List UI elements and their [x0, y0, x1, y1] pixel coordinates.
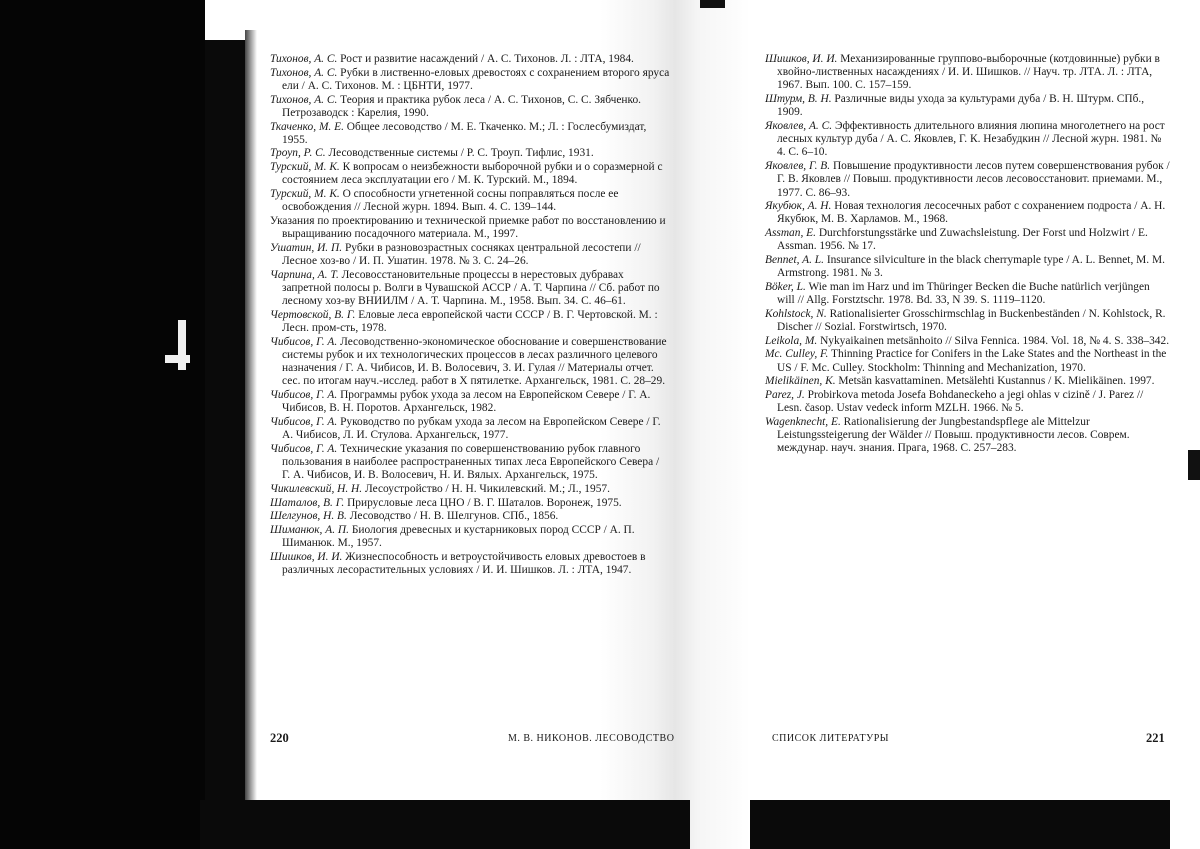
- entry-text: Рубки в лиственно-еловых древостоях с сохранением второго яруса ели / А. С. Тихонов. М. : ЦБНТИ, 1977.: [282, 66, 670, 92]
- entry-text: Rationalisierung der Jungbestandspflege ale Mittelzur Leistungssteigerung der Wälder // Повыш. продуктивности лесов. Соврем. междунар. науч. знания. Прага, 1968. С. 257–283.: [777, 415, 1130, 455]
- entry-text: Биология древесных и кустарниковых пород СССР / А. П. Шиманюк. М., 1957.: [282, 524, 635, 550]
- entry-text: Программы рубок ухода за лесом на Европейском Севере / Г. А. Чибисов, В. Н. Поротов. Архангельск, 1982.: [282, 389, 651, 415]
- bibliography-entry: [270, 67, 670, 93]
- right-running-head: СПИСОК ЛИТЕРАТУРЫ: [772, 733, 889, 744]
- bibliography-entry: [765, 93, 1170, 119]
- entry-text: Metsän kasvattaminen. Metsälehti Kustannus / K. Mielikäinen. 1997.: [838, 375, 1155, 388]
- entry-text: Новая технология лесосечных работ с сохранением подроста / А. Н. Якубюк, М. В. Харламов. М., 1968.: [777, 200, 1166, 226]
- entry-text: Probirkova metoda Josefa Bohdaneckeho a jegi ohlas v cizině / J. Parez // Lesn. časop. Ustav vedeck inform MZLH. 1966. № 5.: [777, 389, 1144, 415]
- entry-author: Яковлев, Г. В.: [765, 160, 831, 173]
- bibliography-entry: [765, 254, 1170, 280]
- entry-text: Rationalisierter Grosschirmschlag in Buckenbeständen / N. Kohlstock, R. Discher // Sozial. Forstwirtsch, 1970.: [777, 307, 1166, 334]
- entry-text: Лесоводственные системы / Р. С. Троуп. Тифлис, 1931.: [328, 147, 594, 160]
- entry-author: Чибисов, Г. А.: [270, 335, 338, 348]
- bibliography-entry: [270, 242, 670, 268]
- left-page-bibliography: [270, 53, 670, 578]
- entry-author: Mc. Culley, F.: [765, 348, 829, 361]
- entry-author: Böker, L.: [765, 280, 806, 293]
- entry-author: Турский, М. К.: [270, 161, 340, 174]
- entry-author: Шаталов, В. Г.: [270, 496, 345, 509]
- entry-author: Mielikäinen, K.: [765, 375, 836, 388]
- entry-text: Durchforstungsstärke und Zuwachsleistung. Der Forst und Holzwirt / E. Assman. 1956. № 17.: [777, 227, 1148, 253]
- entry-author: Bennet, A. L.: [765, 254, 824, 267]
- page-edge-mark-2: [165, 355, 190, 363]
- entry-text: Теория и практика рубок леса / А. С. Тихонов, С. С. Зябченко. Петрозаводск : Карелия, 1990.: [282, 93, 642, 119]
- entry-author: Ушатин, И. П.: [270, 241, 343, 254]
- entry-text: Лесовосстановительные процессы в нерестовых дубравах запретной полосы р. Волги в Чувашской АССР / А. Т. Чарпина // Сб. работ по лесному хоз-ву ВНИИЛМ / А. Т. Чарпина. М., 1958. Вып. 34. С. 46–61.: [282, 268, 660, 308]
- entry-author: Штурм, В. Н.: [765, 93, 832, 106]
- bibliography-entry: [270, 416, 670, 442]
- entry-text: Указания по проектированию и технической приемке работ по восстановлению и выращиванию посадочного материала. М., 1997.: [270, 214, 666, 241]
- entry-author: Тихонов, А. С.: [270, 66, 338, 79]
- bibliography-entry: [270, 147, 670, 160]
- entry-author: Чибисов, Г. А.: [270, 415, 338, 428]
- entry-author: Шишков, И. И.: [270, 551, 343, 564]
- bibliography-entry: [765, 53, 1170, 93]
- entry-author: Турский, М. К.: [270, 188, 340, 201]
- entry-text: Лесоводственно-экономическое обоснование и совершенствование системы рубок и их технологических процессов в лесах различного целевого назначения / Г. А. Чибисов, И. В. Волосевич, З. И. Гулая // Материалы отчет. сес. по итогам науч.-исслед. работ в X пятилетке. Архангельск, 1981. С. 28–29.: [282, 335, 667, 388]
- bibliography-entry: [765, 348, 1170, 374]
- bibliography-entry: [765, 200, 1170, 226]
- entry-text: Эффективность длительного влияния люпина многолетнего на рост лесных культур дуба / А. С. Яковлев, Г. К. Незабудкин // Лесной журн. 1981. № 4. С. 6–10.: [777, 120, 1165, 159]
- bibliography-entry: [765, 227, 1170, 253]
- left-running-head: М. В. НИКОНОВ. ЛЕСОВОДСТВО: [508, 733, 675, 744]
- entry-text: О способности угнетенной сосны поправляться после ее освобождения // Лесной журн. 1894. Вып. 4. С. 139–144.: [282, 188, 619, 214]
- entry-author: Чибисов, Г. А.: [270, 442, 338, 455]
- entry-text: Thinning Practice for Conifers in the Lake States and the Northeast in the US / F. Mc. Culley. Stockholm: Thinning and Mechanization, 1970.: [777, 348, 1167, 374]
- entry-text: Лесоводство / Н. В. Шелгунов. СПб., 1856.: [349, 510, 559, 523]
- entry-text: Механизированные группово-выборочные (котдовинные) рубки в хвойно-лиственных насаждениях / И. И. Шишков. // Науч. тр. ЛТА. Л. : ЛТА, 1967. Вып. 100. С. 157–159.: [777, 53, 1160, 92]
- bibliography-entry: [765, 120, 1170, 160]
- entry-author: Якубюк, А. Н.: [765, 200, 832, 213]
- entry-author: Чарпина, А. Т.: [270, 268, 339, 281]
- entry-author: Тихонов, А. С.: [270, 93, 338, 106]
- entry-text: Nykyaikainen metsänhoito // Silva Fennica. 1984. Vol. 18, № 4. S. 338–342.: [820, 334, 1170, 347]
- entry-text: К вопросам о неизбежности выборочной рубки и о соразмерной с состоянием леса эксплуатации его / М. К. Турский. М., 1894.: [282, 161, 663, 187]
- left-page-number: 220: [270, 731, 289, 745]
- entry-text: Прирусловые леса ЦНО / В. Г. Шаталов. Воронеж, 1975.: [347, 496, 622, 509]
- entry-text: Повышение продуктивности лесов путем совершенствования рубок / Г. В. Яковлев // Повыш. продуктивности лесов лесовосстановит. приемами. М., 1977. С. 86–93.: [777, 160, 1170, 199]
- entry-author: Чертовской, В. Г.: [270, 308, 356, 321]
- entry-text: Технические указания по совершенствованию рубок главного пользования в наиболее распространенных типах леса Европейского Севера / Г. А. Чибисов, И. В. Волосевич, Н. И. Вялых. Архангельск, 1975.: [282, 442, 660, 482]
- entry-text: Общее лесоводство / М. Е. Ткаченко. М.; Л. : Гослесбумиздат, 1955.: [282, 120, 647, 146]
- scan-border-bottom-right: [750, 800, 1170, 849]
- bibliography-entry: [270, 269, 670, 309]
- entry-author: Assman, E.: [765, 227, 816, 240]
- bibliography-entry: [270, 443, 670, 483]
- bibliography-entry: [270, 497, 670, 510]
- bibliography-entry: [765, 375, 1170, 388]
- scan-border-bottom-left: [200, 800, 690, 849]
- bibliography-entry: [270, 188, 670, 214]
- bibliography-entry: [765, 335, 1170, 348]
- bibliography-entry: [270, 483, 670, 496]
- scan-border-left: [0, 0, 205, 849]
- bibliography-entry: [270, 121, 670, 147]
- entry-text: Лесоустройство / Н. Н. Чикилевский. М.; Л., 1957.: [365, 483, 610, 495]
- bibliography-entry: [270, 389, 670, 415]
- entry-author: Шелгунов, Н. В.: [270, 510, 347, 523]
- entry-author: Троуп, Р. С.: [270, 147, 326, 160]
- bibliography-entry: [270, 161, 670, 187]
- bibliography-entry: [765, 389, 1170, 415]
- bibliography-entry: [270, 551, 670, 577]
- entry-author: Чикилевский, Н. Н.: [270, 483, 363, 495]
- bibliography-entry: [765, 308, 1170, 334]
- entry-text: Рубки в разновозрастных сосняках центральной лесостепи // Лесное хоз-во / И. П. Ушатин. 1978. № 3. С. 24–26.: [282, 241, 641, 268]
- bibliography-entry: [765, 416, 1170, 456]
- scan-mark-top: [700, 0, 725, 8]
- entry-author: Kohlstock, N.: [765, 307, 827, 320]
- entry-author: Parez, J.: [765, 389, 805, 402]
- scan-border-fade: [245, 30, 257, 849]
- scan-border-notch: [205, 40, 245, 849]
- bibliography-entry: [270, 510, 670, 523]
- entry-text: Руководство по рубкам ухода за лесом на Европейском Севере / Г. А. Чибисов, Л. И. Стулова. Архангельск, 1977.: [282, 415, 661, 442]
- entry-author: Leikola, M.: [765, 334, 818, 347]
- entry-text: Wie man im Harz und im Thüringer Becken die Buche natürlich verjüngen will // Allg. Forstztschr. 1978. Bd. 33, N 39. S. 1119–1120.: [777, 280, 1150, 307]
- entry-text: Различные виды ухода за культурами дуба / В. Н. Штурм. СПб., 1909.: [777, 93, 1145, 119]
- entry-author: Wagenknecht, E.: [765, 415, 841, 428]
- entry-author: Шиманюк, А. П.: [270, 524, 349, 537]
- right-page-bibliography: [765, 53, 1170, 456]
- bibliography-entry: [270, 309, 670, 335]
- entry-author: Ткаченко, М. Е.: [270, 120, 344, 133]
- scan-mark-right: [1188, 450, 1200, 480]
- entry-text: Insurance silviculture in the black cherrymaple type / A. L. Bennet, M. M. Armstrong. 1981. № 3.: [777, 254, 1165, 280]
- bibliography-entry: [270, 215, 670, 241]
- bibliography-entry: [765, 281, 1170, 307]
- entry-author: Шишков, И. И.: [765, 53, 838, 65]
- bibliography-entry: [270, 524, 670, 550]
- bibliography-entry: [270, 336, 670, 389]
- entry-text: Еловые леса европейской части СССР / В. Г. Чертовской. М. : Лесн. пром-сть, 1978.: [282, 308, 658, 335]
- bibliography-entry: [270, 94, 670, 120]
- entry-author: Тихонов, А. С.: [270, 53, 338, 65]
- bibliography-entry: [765, 160, 1170, 200]
- entry-text: Рост и развитие насаждений / А. С. Тихонов. Л. : ЛТА, 1984.: [340, 53, 634, 65]
- bibliography-entry: [270, 53, 670, 66]
- right-page-number: 221: [1146, 731, 1165, 745]
- entry-text: Жизнеспособность и ветроустойчивость еловых древостоев в различных лесорастительных условиях / И. И. Шишков. Л. : ЛТА, 1947.: [282, 551, 646, 577]
- entry-author: Чибисов, Г. А.: [270, 389, 338, 402]
- entry-author: Яковлев, А. С.: [765, 120, 833, 133]
